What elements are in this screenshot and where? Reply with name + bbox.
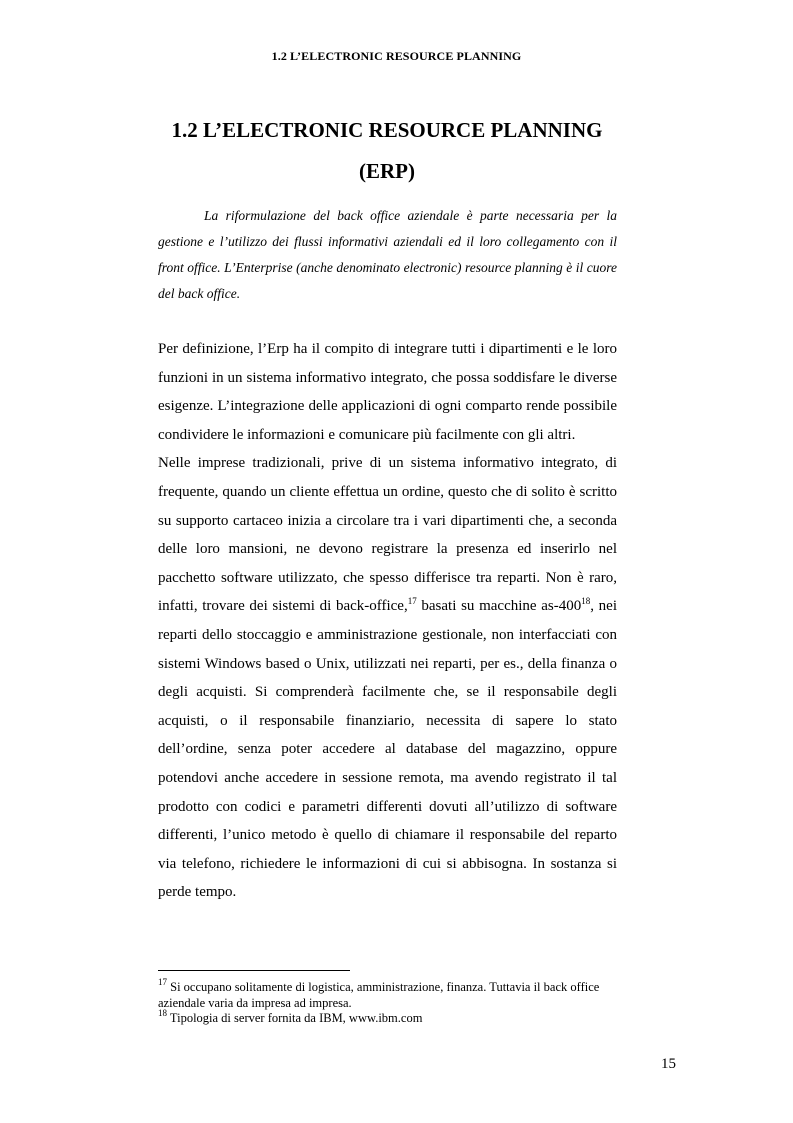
footnotes bbox=[158, 977, 638, 1027]
footnote-divider bbox=[158, 970, 350, 971]
section-title-line2: (ERP) bbox=[359, 159, 415, 183]
footnote-ref-18[interactable]: 18 bbox=[581, 596, 591, 607]
footnote-17-number: 17 bbox=[158, 977, 167, 987]
section-title bbox=[158, 110, 616, 192]
footnote-18-number: 18 bbox=[158, 1008, 167, 1018]
footnote-17 bbox=[158, 977, 638, 1011]
paragraph-2-part-b: basati su macchine as-400 bbox=[416, 598, 582, 615]
page-number: 15 bbox=[661, 1056, 676, 1072]
footnote-18-text: Tipologia di server fornita da IBM, www.ibm.com bbox=[167, 1011, 423, 1025]
paragraph-2-part-c: , nei reparti dello stoccaggio e amministrazione gestionale, non interfacciati con sistemi Windows based o Unix, utilizzati nei reparti, per es., della finanza o degli acquisti. Si comprenderà facilmente che, se il responsabile degli acquisti, o il responsabile finanziario, necessita di sapere lo stato dell’ordine, senza poter accedere al database del magazzino, oppure potendovi anche accedere in sessione remota, ma avendo registrato il tal prodotto con codici e parametri differenti dovuti all’utilizzo di software differenti, l’unico metodo è quello di chiamare il responsabile del reparto via telefono, richiedere le informazioni di cui si abbisogna. In sostanza si perde tempo. bbox=[158, 598, 617, 901]
footnote-18 bbox=[158, 1008, 638, 1027]
paragraph-1: Per definizione, l’Erp ha il compito di integrare tutti i dipartimenti e le loro funzioni in un sistema informativo integrato, che possa soddisfare le diverse esigenze. L’integrazione delle applicazioni di ogni comparto rende possibile condividere le informazioni e comunicare più facilmente con gli altri. bbox=[158, 341, 617, 443]
abstract-paragraph: La riformulazione del back office aziendale è parte necessaria per la gestione e l’utilizzo dei flussi informativi aziendali ed il loro collegamento con il front office. L’Enterprise (anche denominato electronic) resource planning è il cuore del back office. bbox=[158, 208, 617, 301]
footnote-17-text: Si occupano solitamente di logistica, amministrazione, finanza. Tuttavia il back office aziendale varia da impresa ad impresa. bbox=[158, 980, 600, 1010]
body-text bbox=[158, 335, 617, 907]
section-title-line1: 1.2 L’ELECTRONIC RESOURCE PLANNING bbox=[171, 118, 603, 142]
paragraph-2 bbox=[158, 449, 617, 907]
paragraph-2-part-a: Nelle imprese tradizionali, prive di un sistema informativo integrato, di frequente, quando un cliente effettua un ordine, questo che di solito è scritto su supporto cartaceo inizia a circolare tra i vari dipartimenti che, a seconda delle loro mansioni, ne devono registrare la presenza ed inserirlo nel pacchetto software utilizzato, che spesso differisce tra reparti. Non è raro, infatti, trovare dei sistemi di back-office, bbox=[158, 455, 617, 615]
footnote-ref-17[interactable]: 17 bbox=[407, 596, 417, 607]
running-header: 1.2 L’ELECTRONIC RESOURCE PLANNING bbox=[271, 49, 522, 63]
